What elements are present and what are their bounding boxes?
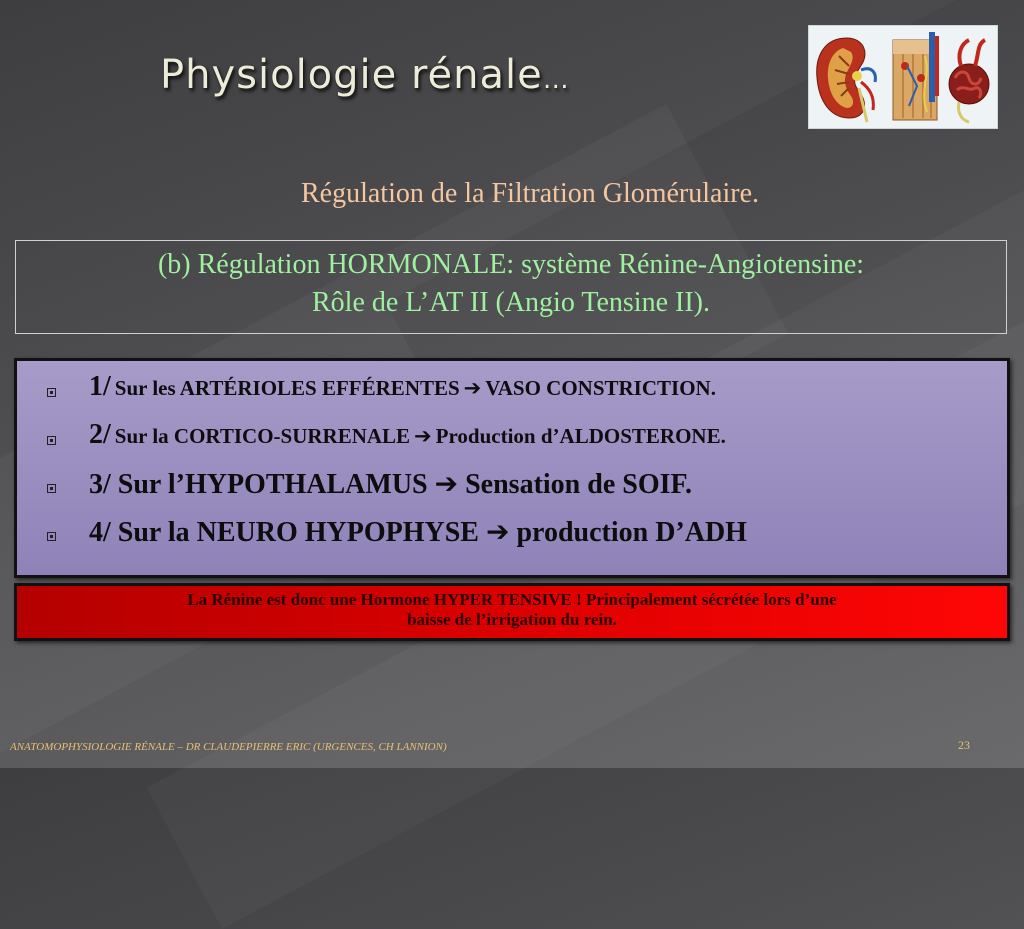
hormonal-regulation-box [15, 240, 1007, 334]
right-arrow-icon: ➔ [463, 376, 482, 400]
kidney-anatomy-image [808, 25, 998, 129]
bullet-number: 2/ [89, 419, 111, 450]
bullet-effect: production D’ADH [516, 517, 747, 548]
page-number: 23 [958, 738, 970, 752]
slide-title-text: Physiologie rénale [160, 52, 543, 98]
bullet-subject: Sur la CORTICO-SURRENALE [114, 424, 411, 448]
square-bullet-icon [47, 484, 56, 493]
bullet-number: 1/ [89, 371, 111, 402]
square-bullet-icon [47, 532, 56, 541]
kidney-illustration-icon [809, 26, 997, 128]
bullet-effect: Sensation de SOIF. [465, 469, 693, 500]
right-arrow-icon: ➔ [485, 515, 510, 548]
note-line: La Rénine est donc une Hormone HYPER TENSIVE ! Principalement sécrétée lors d’une [187, 590, 837, 609]
bullet-effect: Production d’ALDOSTERONE. [435, 424, 726, 448]
bullet-number: 4/ [89, 517, 111, 548]
bullet-text [89, 371, 716, 403]
hormonal-line: (b) Régulation HORMONALE: système Rénine-Angiotensine: [157, 249, 865, 280]
hormonal-line: Rôle de L’AT II (Angio Tensine II). [311, 287, 710, 318]
slide-title [160, 52, 570, 98]
bullet-text [89, 419, 726, 451]
bullet-subject: Sur l’HYPOTHALAMUS [117, 469, 428, 500]
right-arrow-icon: ➔ [414, 424, 432, 448]
bullet-subject: Sur les ARTÉRIOLES EFFÉRENTES [114, 376, 460, 400]
renin-note-box [14, 583, 1010, 641]
bullet-effect: VASO CONSTRICTION. [485, 376, 716, 400]
bullet-subject: Sur la NEURO HYPOPHYSE [117, 517, 479, 548]
bullet-text [89, 515, 747, 549]
right-arrow-icon: ➔ [434, 467, 459, 500]
title-ellipsis: … [542, 65, 570, 95]
bullet-number: 3/ [89, 469, 111, 500]
slide-footer: ANATOMOPHYSIOLOGIE RÉNALE – DR CLAUDEPIERRE ERIC (URGENCES, CH LANNION) [10, 741, 447, 753]
square-bullet-icon [47, 436, 56, 445]
effects-bullet-box [14, 358, 1010, 578]
square-bullet-icon [47, 388, 56, 397]
bullet-text [89, 467, 692, 501]
slide-subtitle: Régulation de la Filtration Glomérulaire. [301, 178, 759, 209]
note-line: baisse de l’irrigation du rein. [407, 610, 617, 629]
